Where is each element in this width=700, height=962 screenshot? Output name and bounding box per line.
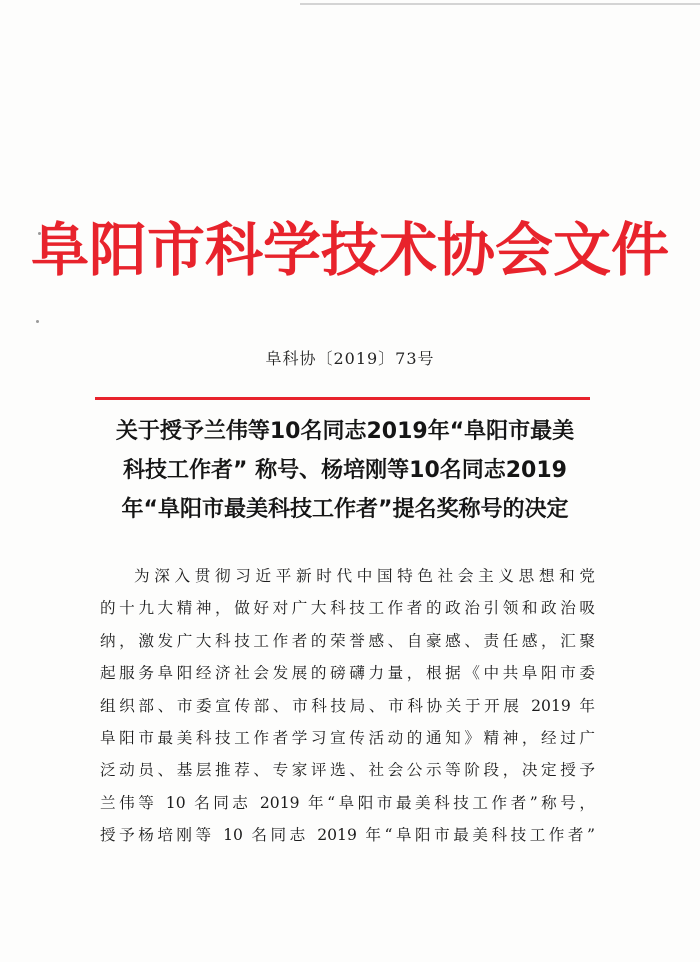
body-line: 授予杨培刚等 10 名同志 2019 年“阜阳市最美科技工作者” bbox=[100, 826, 595, 845]
body-line: 组织部、市委宣传部、市科技局、市科协关于开展 2019 年 bbox=[100, 696, 595, 715]
body-line: 的十九大精神，做好对广大科技工作者的政治引领和政治吸 bbox=[100, 599, 595, 618]
title-line: 关于授予兰伟等10名同志2019年“阜阳市最美 bbox=[115, 419, 575, 444]
document-masthead: 阜阳市科学技术协会文件 bbox=[30, 216, 669, 284]
document-body bbox=[100, 560, 595, 852]
document-number: 阜科协〔2019〕73号 bbox=[265, 349, 435, 368]
red-divider-rule bbox=[95, 397, 590, 400]
body-line: 阜阳市最美科技工作者学习宣传活动的通知》精神，经过广 bbox=[100, 729, 595, 748]
title-line: 年“阜阳市最美科技工作者”提名奖称号的决定 bbox=[121, 497, 569, 522]
scan-edge-line bbox=[300, 3, 700, 5]
body-line: 泛动员、基层推荐、专家评选、社会公示等阶段，决定授予 bbox=[100, 761, 595, 780]
body-line: 起服务阜阳经济社会发展的磅礴力量，根据《中共阜阳市委 bbox=[100, 664, 595, 683]
body-line: 纳，激发广大科技工作者的荣誉感、自豪感、责任感，汇聚 bbox=[100, 631, 595, 650]
document-title bbox=[95, 412, 595, 529]
body-line: 兰伟等 10 名同志 2019 年“阜阳市最美科技工作者”称号， bbox=[100, 793, 595, 812]
title-line: 科技工作者” 称号、杨培刚等10名同志2019 bbox=[123, 458, 567, 483]
scan-speck bbox=[36, 320, 39, 323]
body-line: 为深入贯彻习近平新时代中国特色社会主义思想和党 bbox=[134, 567, 595, 585]
